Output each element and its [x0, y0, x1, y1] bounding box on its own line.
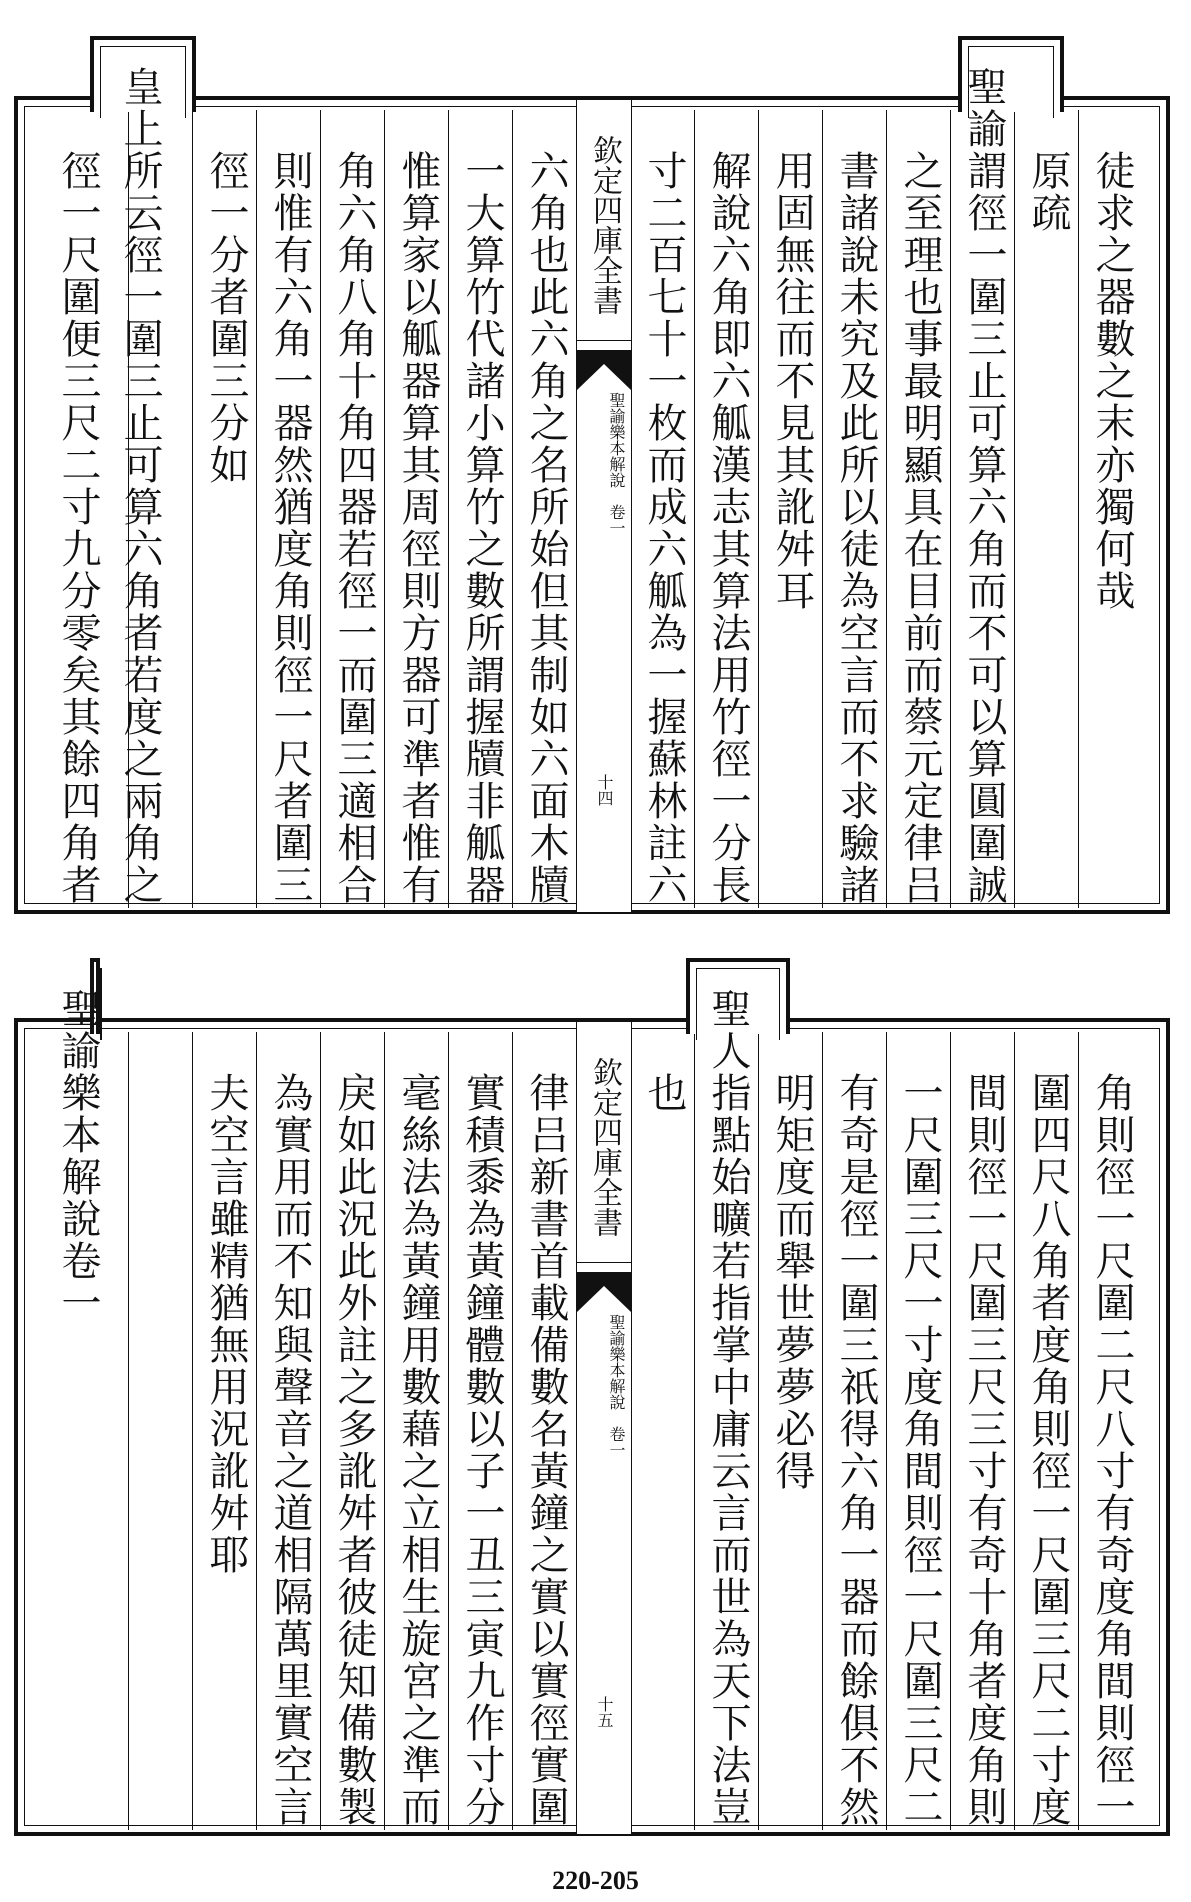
gutter-subtitle: 聖諭樂本解說 卷一 [607, 1314, 626, 1458]
text-column: 角則徑一尺圍二尺八寸有奇度角間則徑一 [1089, 1072, 1135, 1828]
text-column [128, 1032, 196, 1828]
text-column: 書諸說未究及此所以徒為空言而不求驗諸 [833, 150, 879, 906]
gutter-title: 欽定四庫全書 [577, 110, 631, 341]
text-column: 之至理也事最明顯具在目前而蔡元定律吕 [897, 150, 943, 906]
text-column: 原疏 [1025, 150, 1071, 234]
text-column: 戾如此況此外註之多訛舛者彼徒知備數製 [331, 1072, 377, 1828]
text-column: 聖人指點始曠若指掌中庸云言而世為天下法豈 [705, 988, 751, 1828]
text-column: 惟算家以觚器算其周徑則方器可準者惟有 [395, 150, 441, 906]
text-column: 聖諭謂徑一圍三止可算六角而不可以算圓圍誠 [961, 66, 1007, 906]
text-column: 實積黍為黃鐘體數以子一丑三寅九作寸分 [459, 1072, 505, 1828]
center-gutter [576, 1022, 632, 1834]
text-column: 間則徑一尺圍三尺三寸有奇十角者度角則 [961, 1072, 1007, 1828]
text-column: 一大算竹代諸小算竹之數所謂握牘非觚器 [459, 150, 505, 906]
text-column: 夫空言雖精猶無用況訛舛耶 [203, 1072, 249, 1576]
text-column: 律吕新書首載備數名黃鐘之實以實徑實圍 [523, 1072, 569, 1828]
fish-tail-ornament [577, 350, 631, 390]
page-bottom [14, 958, 1174, 1838]
text-column: 則惟有六角一器然猶度角則徑一尺者圍三 [267, 150, 313, 906]
text-column: 一尺圍三尺一寸度角間則徑一尺圍三尺二 [897, 1072, 943, 1828]
gutter-subtitle: 聖諭樂本解說 卷一 [607, 392, 626, 536]
text-column: 用固無往而不見其訛舛耳 [769, 150, 815, 612]
text-column: 皇上所云徑一圍三止可算六角者若度之兩角之 [117, 66, 163, 906]
center-gutter [576, 100, 632, 912]
text-column: 為實用而不知與聲音之道相隔萬里實空言 [267, 1072, 313, 1828]
text-column: 徑一分者圍三分如 [203, 150, 249, 486]
text-column: 明矩度而舉世夢夢必得 [769, 1072, 815, 1492]
text-column: 徒求之器數之末亦獨何哉 [1089, 150, 1135, 612]
folio-number: 十五 [595, 1696, 614, 1728]
page-top [14, 36, 1174, 916]
text-column: 有奇是徑一圍三祇得六角一器而餘俱不然 [833, 1072, 879, 1828]
volume-end-title: 聖諭樂本解說卷一 [55, 988, 101, 1324]
page-number: 220-205 [552, 1866, 639, 1895]
text-column: 毫絲法為黃鐘用數藉之立相生旋宮之準而 [395, 1072, 441, 1828]
fish-tail-ornament [577, 1272, 631, 1312]
folio-number: 十四 [595, 774, 614, 806]
text-column: 寸二百七十一枚而成六觚為一握蘇林註六 [641, 150, 687, 906]
gutter-title: 欽定四庫全書 [577, 1032, 631, 1263]
text-column: 徑一尺圍便三尺二寸九分零矣其餘四角者 [55, 150, 101, 906]
text-column: 角六角八角十角四器若徑一而圍三適相合 [331, 150, 377, 906]
text-column: 六角也此六角之名所始但其制如六面木牘 [523, 150, 569, 906]
text-column: 也 [641, 1072, 687, 1114]
text-column: 解說六角即六觚漢志其算法用竹徑一分長 [705, 150, 751, 906]
text-column: 圍四尺八角者度角則徑一尺圍三尺二寸度 [1025, 1072, 1071, 1828]
